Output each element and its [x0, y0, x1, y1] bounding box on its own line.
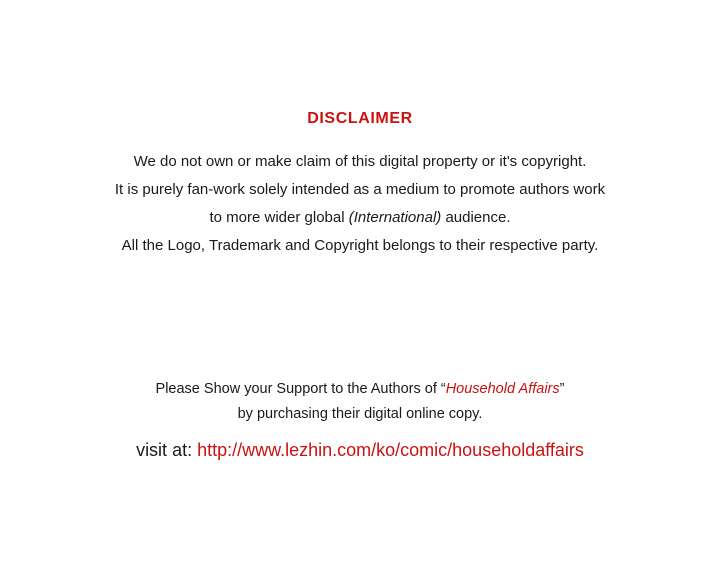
support-line-1	[0, 377, 720, 402]
disclaimer-line-3-suffix: audience.	[441, 209, 511, 226]
support-line-1-prefix: Please Show your Support to the Authors of “	[155, 381, 446, 397]
disclaimer-line-1: We do not own or make claim of this digital property or it's copyright.	[133, 153, 587, 170]
disclaimer-line-2: It is purely fan-work solely intended as a medium to promote authors work	[114, 181, 606, 198]
visit-line	[0, 435, 720, 465]
disclaimer-line-3	[0, 204, 720, 232]
disclaimer-title: DISCLAIMER	[307, 110, 413, 127]
visit-link[interactable]: http://www.lezhin.com/ko/comic/householdaffairs	[197, 440, 584, 460]
disclaimer-line-3-emphasis: (International)	[348, 209, 442, 226]
disclaimer-line-3-prefix: to more wider global	[209, 209, 349, 226]
support-section	[0, 377, 720, 465]
support-line-1-suffix: ”	[559, 381, 565, 397]
visit-label: visit at:	[136, 440, 198, 460]
support-line-2: by purchasing their digital online copy.	[237, 406, 483, 422]
disclaimer-line-4: All the Logo, Trademark and Copyright belongs to their respective party.	[121, 237, 599, 254]
disclaimer-section	[0, 110, 720, 260]
work-title: Household Affairs	[445, 381, 560, 397]
